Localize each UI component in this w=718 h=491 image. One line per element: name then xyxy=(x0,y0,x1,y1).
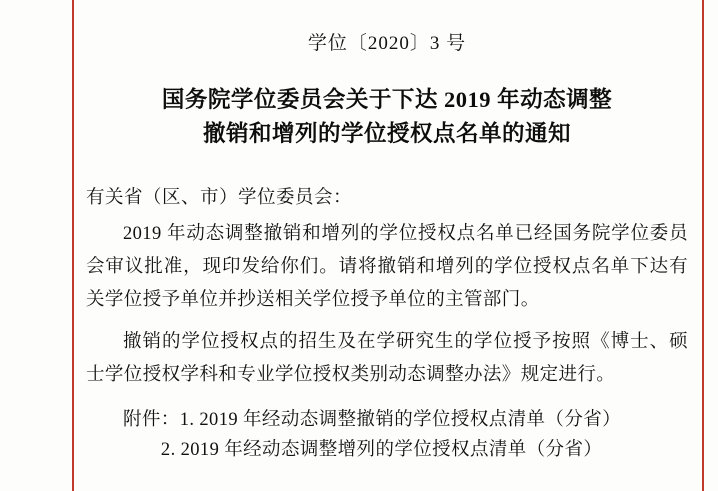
document-content xyxy=(86,0,688,491)
attachments-label: 附件： xyxy=(123,409,180,430)
paragraph-1: 2019 年动态调整撤销和增列的学位授权点名单已经国务院学位委员会审议批准，现印发给你们。请将撤销和增列的学位授权点名单下达有关学位授予单位并抄送相关学位授予单位的主管部门。 xyxy=(86,224,688,311)
salutation: 有关省（区、市）学位委员会： xyxy=(86,188,353,209)
attachment-item-1 xyxy=(86,406,688,436)
paragraph-2: 撤销的学位授权点的招生及在学研究生的学位授予按照《博士、硕士学位授权学科和专业学位授权类别动态调整办法》规定进行。 xyxy=(86,332,688,386)
left-margin-rule xyxy=(72,0,74,491)
attachment-text-1: 1. 2019 年经动态调整撤销的学位授权点清单（分省） xyxy=(179,409,622,430)
attachment-item-2: 2. 2019 年经动态调整增列的学位授权点清单（分省） xyxy=(160,439,603,460)
title-line-2: 撤销和增列的学位授权点名单的通知 xyxy=(202,121,571,147)
attachments-block xyxy=(86,406,688,466)
document-title xyxy=(86,83,688,151)
right-margin-rule xyxy=(702,0,704,491)
title-line-1: 国务院学位委员会关于下达 2019 年动态调整 xyxy=(161,87,613,112)
document-number: 学位〔2020〕3 号 xyxy=(307,33,467,54)
